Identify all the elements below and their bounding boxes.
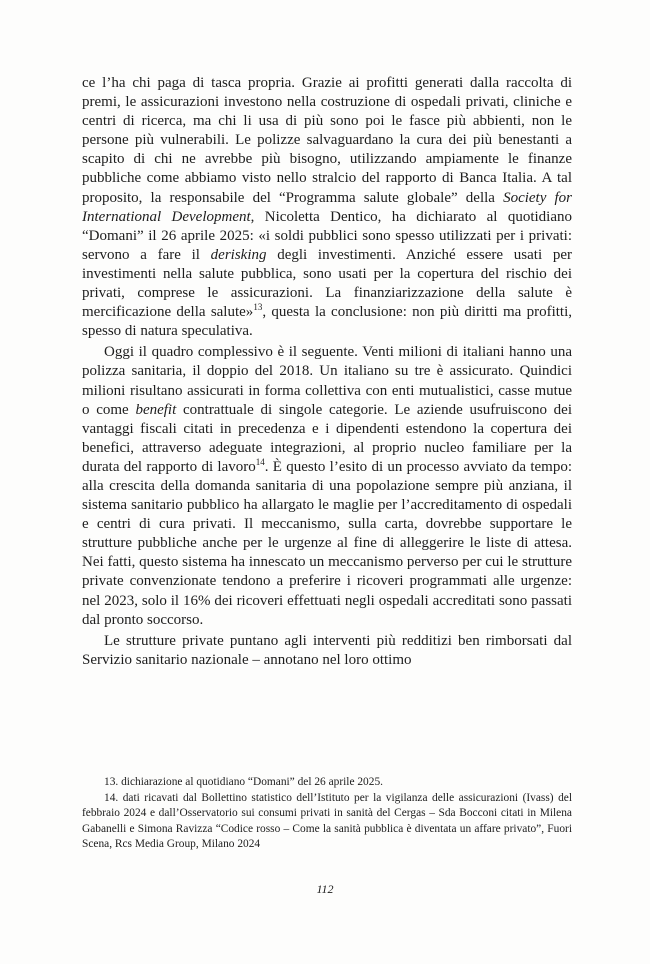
text-run: . È questo l’esito di un processo avviato da tempo: alla crescita della domanda sanitaria di una popolazione sempre più anziana, il sistema sanitario pubblico ha allargato le maglie per l’accreditamento di ospedali e centri di cura privati. Il meccanismo, sulla carta, dovrebbe supportare le strutture pubbliche anche per le urgenze al fine di alleggerire le liste di attesa. Nei fatti, questo sistema ha innescato un meccanismo perverso per cui le strutture private convenzionate tendono a preferire i ricoveri programmati alle urgenze: nel 2023, solo il 16% dei ricoveri effettuati negli ospedali accreditati sono passati dal pronto soccorso.: [82, 458, 572, 628]
footnote-14: [82, 791, 572, 853]
text-run: , questa la conclusione: non più diritti ma profitti, spesso di natura speculativa.: [82, 304, 572, 340]
main-text: [82, 74, 572, 670]
footnote-ref: 14: [255, 456, 265, 467]
footnote-14-text: dati ricavati dal Bollettino statistico dell’Istituto per la vigilanza delle assicurazioni (Ivass) del febbraio 2024 e dall’Osservatorio sui consumi privati in sanità del Cergas – Sda Bocconi citati in Milena Gabanelli e Simona Ravizza “Codice rosso – Come la sanità pubblica è diventata un affare privato”, Fuori Scena, Rcs Media Group, Milano 2024: [82, 791, 572, 851]
paragraph-1: [82, 74, 572, 341]
paragraph-3: [82, 632, 572, 670]
text-run: Oggi il quadro complessivo è il seguente. Venti milioni di italiani hanno una polizza sanitaria, il doppio del 2018. Un italiano su tre è assicurato. Quindici milioni risultano assicurati in forma collettiva con enti mutualistici, casse mutue o come: [82, 344, 572, 418]
text-run: contrattuale di singole categorie. Le aziende usufruiscono dei vantaggi fiscali citati in precedenza e i dipendenti estendono la copertura dei benefici, attraverso adeguate integrazioni, al proprio nucleo familiare per la durata del rapporto di lavoro: [82, 401, 572, 475]
text-run: Le strutture private puntano agli interventi più redditizi ben rimborsati dal Servizio sanitario nazionale – annotano nel loro ottimo: [82, 632, 572, 668]
footnote-13-text: dichiarazione al quotidiano “Domani” del 26 aprile 2025.: [118, 776, 383, 788]
italic-run: derisking: [210, 246, 267, 263]
footnote-13: [82, 775, 572, 791]
footnotes: [82, 775, 572, 853]
text-run: degli investimenti. Anziché essere usati per investimenti nella salute pubblica, sono usati per la copertura del rischio dei privati, comprese le assicurazioni. La finanziarizzazione della salute è mercificazione della salute»: [82, 246, 572, 321]
page-number: 112: [316, 882, 334, 896]
text-run: , Nicoletta Dentico, ha dichiarato al quotidiano “Domani” il 26 aprile 2025: «i soldi pubblici sono spesso utilizzati per i privati: servono a fare il: [82, 208, 572, 263]
footnote-13-number: 13.: [104, 776, 119, 788]
text-run: ce l’ha chi paga di tasca propria. Grazie ai profitti generati dalla raccolta di premi, le assicurazioni investono nella costruzione di ospedali privati, cliniche e centri di ricerca, ma chi li usa di più sono poi le fasce più abbienti, non le persone più vulnerabili. Le polizze salvaguardano la cura dei più benestanti a scapito di chi ne avrebbe più bisogno, utilizzando ampiamente le finanze pubbliche come abbiamo visto nello stralcio del rapporto di Banca Italia. A tal proposito, la responsabile del “Programma salute globale” della: [82, 75, 572, 206]
footnote-ref: 13: [253, 302, 263, 313]
paragraph-2: [82, 343, 572, 629]
italic-run: Society for International Development: [82, 189, 572, 225]
footnote-14-number: 14.: [104, 791, 119, 804]
italic-run: benefit: [135, 401, 177, 418]
